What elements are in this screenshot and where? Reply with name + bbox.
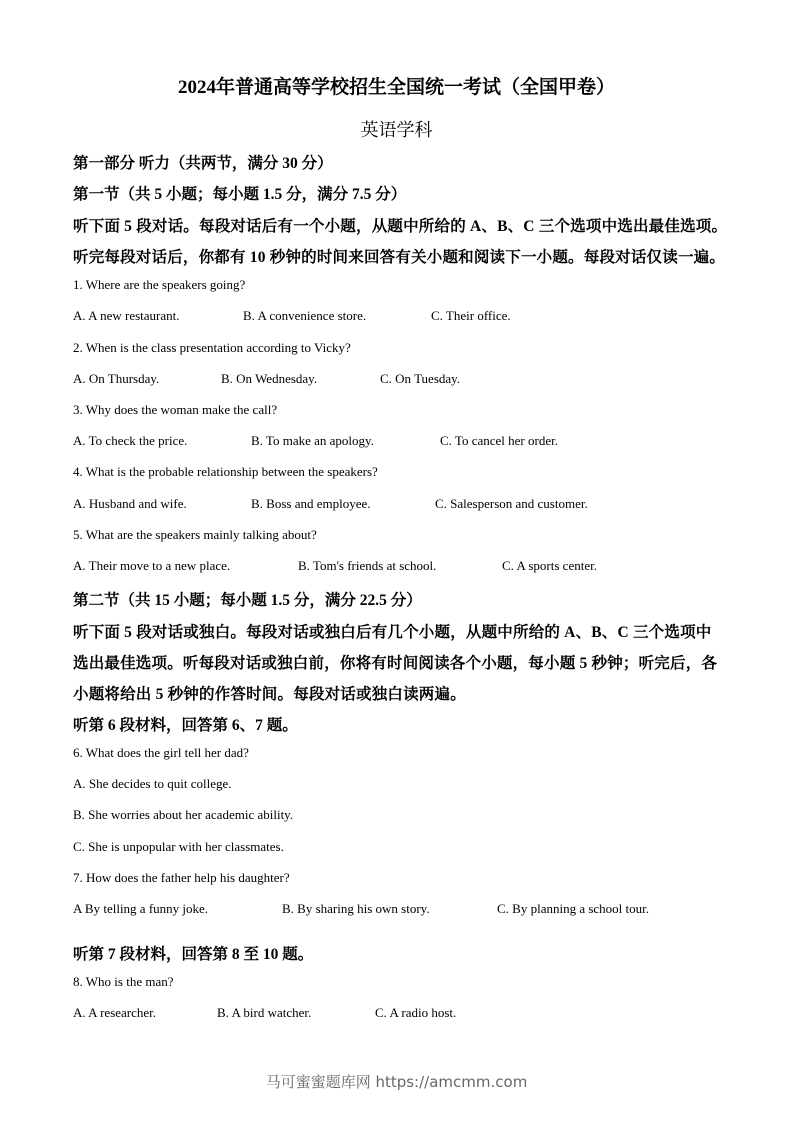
q3-option-c: C. To cancel her order.: [440, 433, 558, 448]
q7-option-c: C. By planning a school tour.: [497, 901, 650, 916]
q1-option-b: B. A convenience store.: [243, 308, 367, 323]
section2-instruction-line: 选出最佳选项。听每段对话或独白前，你将有时间阅读各个小题，每小题 5 秒钟；听完后，各: [73, 655, 718, 672]
section1-instruction-line: 听下面 5 段对话。每段对话后有一个小题，从题中所给的 A、B、C 三个选项中选出最佳选项。: [73, 218, 728, 235]
subject-title: 英语学科: [360, 120, 433, 140]
q4-option-c: C. Salesperson and customer.: [435, 496, 588, 511]
q7-option-a: A By telling a funny joke.: [73, 901, 209, 916]
q5-option-a: A. Their move to a new place.: [73, 558, 231, 573]
q2-option-a: A. On Thursday.: [73, 371, 160, 386]
q1-option-a: A. A new restaurant.: [73, 308, 180, 323]
watermark-footer: 马可蜜蜜题库网 https://amcmm.com: [265, 1073, 528, 1091]
question-6: 6. What does the girl tell her dad?: [73, 745, 249, 760]
exam-title: 2024年普通高等学校招生全国统一考试（全国甲卷）: [177, 77, 615, 98]
q6-option-a: A. She decides to quit college.: [73, 776, 232, 791]
question-7: 7. How does the father help his daughter?: [73, 870, 290, 885]
q1-option-c: C. Their office.: [431, 308, 511, 323]
q7-option-b: B. By sharing his own story.: [282, 901, 430, 916]
section2-instruction-line: 小题将给出 5 秒钟的作答时间。每段对话或独白读两遍。: [73, 686, 466, 703]
q8-option-c: C. A radio host.: [375, 1005, 457, 1020]
q8-option-b: B. A bird watcher.: [217, 1005, 312, 1020]
question-4: 4. What is the probable relationship between the speakers?: [73, 464, 378, 479]
section1-instruction-line: 听完每段对话后，你都有 10 秒钟的时间来回答有关小题和阅读下一小题。每段对话仅读一遍。: [73, 249, 726, 266]
question-3: 3. Why does the woman make the call?: [73, 402, 278, 417]
q4-option-a: A. Husband and wife.: [73, 496, 187, 511]
section2-heading: 第二节（共 15 小题；每小题 1.5 分，满分 22.5 分）: [73, 592, 422, 609]
question-8: 8. Who is the man?: [73, 974, 174, 989]
section2-instruction-line: 听下面 5 段对话或独白。每段对话或独白后有几个小题，从题中所给的 A、B、C 三个选项中: [73, 624, 712, 641]
q5-option-c: C. A sports center.: [502, 558, 597, 573]
part1-heading: 第一部分 听力（共两节，满分 30 分）: [73, 155, 333, 172]
q2-option-c: C. On Tuesday.: [380, 371, 461, 386]
question-2: 2. When is the class presentation according to Vicky?: [73, 340, 351, 355]
section1-heading: 第一节（共 5 小题；每小题 1.5 分，满分 7.5 分）: [73, 186, 407, 203]
q3-option-b: B. To make an apology.: [251, 433, 374, 448]
q2-option-b: B. On Wednesday.: [221, 371, 318, 386]
q6-option-b: B. She worries about her academic ability.: [73, 807, 294, 822]
q6-option-c: C. She is unpopular with her classmates.: [73, 839, 284, 854]
q5-option-b: B. Tom's friends at school.: [298, 558, 437, 573]
passage6-heading: 听第 6 段材料，回答第 6、7 题。: [73, 717, 298, 734]
question-5: 5. What are the speakers mainly talking about?: [73, 527, 317, 542]
q3-option-a: A. To check the price.: [73, 433, 188, 448]
passage7-heading: 听第 7 段材料，回答第 8 至 10 题。: [73, 946, 314, 963]
q8-option-a: A. A researcher.: [73, 1005, 157, 1020]
q4-option-b: B. Boss and employee.: [251, 496, 371, 511]
question-1: 1. Where are the speakers going?: [73, 277, 246, 292]
